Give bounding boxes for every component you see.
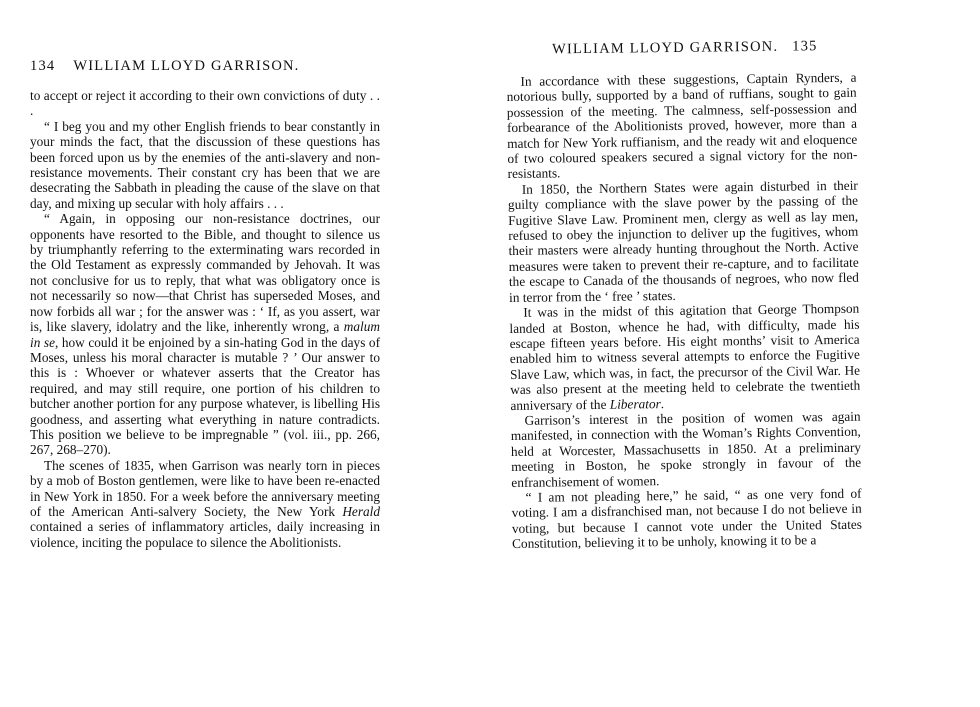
left-paragraph-1: to accept or reject it according to their own convictions of duty . . .: [30, 88, 380, 119]
left-paragraph-2: “ I beg you and my other English friends to bear constantly in your minds the fact, that the discussion of these questions has been forced upon us by the enemies of the anti-slavery and non-resistance movements. Their constant cry has been that we are desecrating the Sabbath in pleading the cause of the slave on that day, and mixing up secular with holy affairs . . .: [30, 118, 380, 211]
right-page: [506, 38, 862, 552]
right-running-head: [552, 38, 856, 59]
left-running-head: [30, 58, 380, 75]
right-paragraph-5: “ I am not pleading here,” he said, “ as one very fond of voting. I am a disfranchised man, not because I do not believe in voting, but because I cannot vote under the United States Constitution, believing it to be unholy, knowing it to be a: [511, 485, 863, 552]
left-page: [30, 58, 380, 550]
right-page-number: 135: [792, 38, 818, 55]
right-running-title: WILLIAM LLOYD GARRISON.: [551, 38, 779, 58]
left-running-title: WILLIAM LLOYD GARRISON.: [73, 58, 300, 74]
right-paragraph-1: In accordance with these suggestions, Captain Rynders, a notorious bully, supported by a band of ruffians, sought to gain possession of the meeting. The calmness, self-possession and forbearance of the Abolitionists proved, however, more than a match for New York ruffianism, and the ready wit and eloquence of two coloured speakers secured a signal victory for the non-resistants.: [506, 69, 858, 182]
left-paragraph-3: “ Again, in opposing our non-resistance doctrines, our opponents have resorted to the Bible, and thought to silence us by triumphantly referring to the exterminating wars recorded in the Old Testament as expressly commanded by Jehovah. It was not conclusive for us to reply, that what was obligatory once is not necessarily so now—that Christ has superseded Moses, and now forbids all war ; for the answer was : ‘ If, as you assert, war is, like slavery, idolatry and the like, inherently wrong, a malum in se, how could it be enjoined by a sin-hating God in the days of Moses, unless his moral character is mutable ? ’ Our answer to this is : Whoever or whatever asserts that the Creator has required, and may still require, one portion of his children to butcher another portion for any purpose whatever, is libelling His goodness, and asserting what everything in nature contradicts. This position we believe to be impregnable ” (vol. iii., pp. 266, 267, 268–270).: [30, 211, 380, 458]
left-paragraph-4: The scenes of 1835, when Garrison was nearly torn in pieces by a mob of Boston gentlemen, were like to have been re-enacted in New York in 1850. For a week before the anniversary meeting of the American Anti-salvery Society, the New York Herald contained a series of inflammatory articles, daily increasing in violence, inciting the populace to silence the Abolitionists.: [30, 457, 380, 550]
right-paragraph-4: Garrison’s interest in the position of women was again manifested, in connection with the Woman’s Rights Convention, held at Worcester, Massachusetts in 1850. At a preliminary meeting in Boston, he spoke strongly in favour of the enfranchisement of women.: [510, 408, 862, 490]
right-paragraph-2: In 1850, the Northern States were again disturbed in their guilty compliance with the slave power by the passing of the Fugitive Slave Law. Prominent men, clergy as well as lay men, refused to obey the injunction to deliver up the fugitives, whom their masters were already hunting throughout the North. Active measures were taken to prevent their re-capture, and to facilitate the escape to Canada of the thousands of negroes, who now fled in terror from the ‘ free ’ states.: [507, 177, 859, 305]
left-page-number: 134: [30, 58, 56, 74]
right-paragraph-3: It was in the midst of this agitation that George Thompson landed at Boston, whence he had, with difficulty, made his escape fifteen years before. His eight months’ visit to America enabled him to witness several attempts to enforce the Fugitive Slave Law, which was, in fact, the precursor of the Civil War. He was also present at the meeting held to celebrate the twentieth anniversary of the Liberator.: [509, 300, 861, 413]
